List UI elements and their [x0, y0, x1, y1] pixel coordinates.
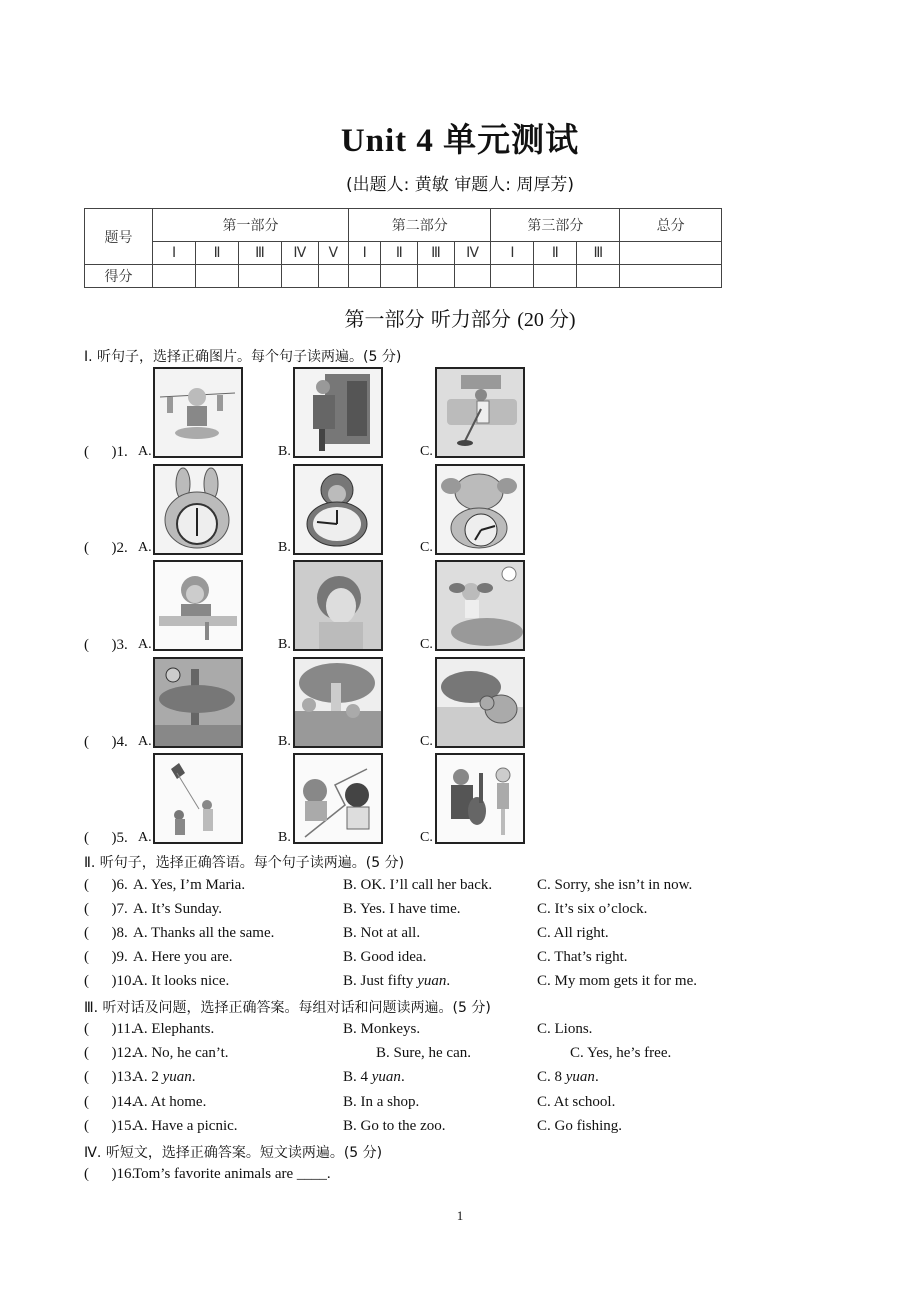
option-label: C.	[420, 734, 433, 749]
col-numeral: Ⅲ	[418, 242, 455, 265]
col-numeral: Ⅱ	[381, 242, 418, 265]
score-cell[interactable]	[418, 265, 455, 288]
picture-elephant-by-tree[interactable]	[435, 657, 525, 748]
question-number: ( )8.	[84, 925, 128, 941]
option-label: C.	[420, 830, 433, 845]
option-a: A. Thanks all the same.	[133, 925, 275, 941]
score-cell[interactable]	[318, 265, 348, 288]
option-b	[343, 973, 450, 990]
page-number: 1	[456, 1208, 464, 1223]
option-a-text: A. 2	[133, 1069, 163, 1085]
page-title: Unit 4 单元测试	[340, 123, 580, 159]
question-number: ( )5.	[84, 830, 128, 846]
part-1-title: 第一部分 听力部分	[344, 307, 511, 331]
score-cell[interactable]	[491, 265, 534, 288]
picture-pig-clock[interactable]	[435, 464, 525, 555]
col-numeral: Ⅲ	[239, 242, 282, 265]
section-2-instruction: Ⅱ. 听句子，选择正确答语。每个句子读两遍。(5 分)	[84, 855, 405, 871]
question-number: ( )12.	[84, 1045, 136, 1061]
option-b-period: .	[400, 1069, 405, 1085]
option-c: C. That’s right.	[537, 949, 628, 965]
question-number: ( )7.	[84, 901, 128, 917]
option-b	[343, 1069, 405, 1086]
option-b-italic: yuan	[417, 973, 447, 989]
picture-girl-washing-socks[interactable]	[153, 367, 243, 458]
option-b: B. Yes. I have time.	[343, 901, 461, 917]
image-icon	[437, 466, 523, 553]
image-icon	[155, 466, 241, 553]
col-numeral: Ⅰ	[348, 242, 380, 265]
picture-girl-crying[interactable]	[293, 560, 383, 651]
option-b-italic: yuan	[371, 1069, 401, 1085]
question-number: ( )10.	[84, 973, 136, 989]
option-b: B. Sure, he can.	[376, 1045, 471, 1061]
col-numeral: Ⅴ	[318, 242, 348, 265]
col-numeral: Ⅱ	[534, 242, 577, 265]
question-number: ( )13.	[84, 1069, 136, 1085]
picture-flying-kite[interactable]	[153, 753, 243, 844]
picture-lions-under-tree[interactable]	[293, 657, 383, 748]
option-a: A. It looks nice.	[133, 973, 230, 989]
option-label: C.	[420, 637, 433, 652]
option-c-italic: yuan	[565, 1069, 595, 1085]
col-numeral: Ⅰ	[153, 242, 196, 265]
option-label: A.	[138, 830, 152, 845]
score-cell[interactable]	[454, 265, 491, 288]
option-a: A. Elephants.	[133, 1021, 215, 1037]
picture-boy-mopping-floor[interactable]	[435, 367, 525, 458]
group-total: 总分	[620, 209, 722, 242]
group-part-2: 第二部分	[348, 209, 490, 242]
option-a: A. At home.	[133, 1094, 207, 1110]
col-numeral: Ⅳ	[281, 242, 318, 265]
picture-man-with-guitar[interactable]	[435, 753, 525, 844]
option-c: C. At school.	[537, 1094, 616, 1110]
section-4-instruction: Ⅳ. 听短文，选择正确答案。短文读两遍。(5 分)	[84, 1145, 383, 1161]
group-part-3: 第三部分	[491, 209, 620, 242]
image-icon	[295, 466, 381, 553]
option-label: B.	[278, 637, 291, 652]
option-label: B.	[278, 734, 291, 749]
question-number: ( )4.	[84, 734, 128, 750]
image-icon	[155, 755, 241, 842]
option-label: A.	[138, 444, 152, 459]
option-c: C. My mom gets it for me.	[537, 973, 697, 989]
option-a: A. It’s Sunday.	[133, 901, 223, 917]
image-icon	[295, 755, 381, 842]
option-b: B. Good idea.	[343, 949, 427, 965]
option-c: C. Sorry, she isn’t in now.	[537, 877, 693, 893]
option-c	[537, 1069, 599, 1086]
question-number: ( )9.	[84, 949, 128, 965]
image-icon	[155, 369, 241, 456]
picture-girl-waking-up[interactable]	[435, 560, 525, 651]
picture-girl-with-glasses[interactable]	[153, 560, 243, 651]
score-cell[interactable]	[196, 265, 239, 288]
question-number: ( )6.	[84, 877, 128, 893]
total-blank	[620, 242, 722, 265]
question-number: ( )1.	[84, 444, 128, 460]
score-cell[interactable]	[348, 265, 380, 288]
image-icon	[437, 755, 523, 842]
picture-phone-call[interactable]	[293, 753, 383, 844]
option-label: B.	[278, 444, 291, 459]
option-b: B. Monkeys.	[343, 1021, 421, 1037]
option-c: C. It’s six o’clock.	[537, 901, 648, 917]
group-part-1: 第一部分	[153, 209, 349, 242]
image-icon	[437, 562, 523, 649]
option-label: C.	[420, 444, 433, 459]
image-icon	[437, 659, 523, 746]
question-number: ( )16.	[84, 1166, 136, 1182]
image-icon	[437, 369, 523, 456]
question-number: ( )2.	[84, 540, 128, 556]
option-a	[133, 1069, 196, 1086]
question-number: ( )11.	[84, 1021, 135, 1037]
image-icon	[295, 369, 381, 456]
option-c: C. All right.	[537, 925, 609, 941]
score-cell[interactable]	[239, 265, 282, 288]
option-a: A. No, he can’t.	[133, 1045, 229, 1061]
image-icon	[295, 659, 381, 746]
option-b: B. Not at all.	[343, 925, 421, 941]
row-label-question-no: 题号	[85, 209, 153, 265]
option-label: B.	[278, 830, 291, 845]
option-b-text: B. 4	[343, 1069, 372, 1085]
score-cell[interactable]	[577, 265, 620, 288]
option-label: A.	[138, 734, 152, 749]
option-label: C.	[420, 540, 433, 555]
col-numeral: Ⅳ	[454, 242, 491, 265]
option-c: C. Go fishing.	[537, 1118, 623, 1134]
part-1-points: (20 分)	[517, 309, 576, 331]
picture-monkey-clock[interactable]	[293, 464, 383, 555]
option-c: C. Yes, he’s free.	[570, 1045, 672, 1061]
image-icon	[295, 562, 381, 649]
score-table	[84, 208, 722, 288]
score-cell[interactable]	[281, 265, 318, 288]
section-1-instruction: Ⅰ. 听句子，选择正确图片。每个句子读两遍。(5 分)	[84, 349, 402, 365]
option-a-period: .	[191, 1069, 196, 1085]
option-a-italic: yuan	[162, 1069, 192, 1085]
option-label: A.	[138, 540, 152, 555]
authors-line: (出题人: 黄敏 审题人: 周厚芳)	[346, 175, 574, 195]
score-cell[interactable]	[534, 265, 577, 288]
image-icon	[155, 562, 241, 649]
option-c-period: .	[594, 1069, 599, 1085]
option-a: A. Have a picnic.	[133, 1118, 238, 1134]
option-b: B. OK. I’ll call her back.	[343, 877, 493, 893]
option-label: B.	[278, 540, 291, 555]
question-text: Tom’s favorite animals are ____.	[133, 1166, 331, 1182]
part-1-heading	[0, 303, 920, 332]
score-cell[interactable]	[153, 265, 196, 288]
option-label: A.	[138, 637, 152, 652]
question-number: ( )15.	[84, 1118, 136, 1134]
option-c-text: C. 8	[537, 1069, 566, 1085]
score-cell[interactable]	[381, 265, 418, 288]
option-b-text: B. Just fifty	[343, 973, 418, 989]
picture-woman-at-wardrobe[interactable]	[293, 367, 383, 458]
option-b: B. Go to the zoo.	[343, 1118, 446, 1134]
col-numeral: Ⅲ	[577, 242, 620, 265]
image-icon	[155, 659, 241, 746]
question-number: ( )3.	[84, 637, 128, 653]
option-a: A. Here you are.	[133, 949, 233, 965]
total-score-cell[interactable]	[620, 265, 722, 288]
option-b-period: .	[446, 973, 451, 989]
option-a: A. Yes, I’m Maria.	[133, 877, 246, 893]
section-3-instruction: Ⅲ. 听对话及问题，选择正确答案。每组对话和问题读两遍。(5 分)	[84, 1000, 491, 1016]
col-numeral: Ⅰ	[491, 242, 534, 265]
col-numeral: Ⅱ	[196, 242, 239, 265]
row-label-score: 得分	[85, 265, 153, 288]
question-number: ( )14.	[84, 1094, 136, 1110]
option-c: C. Lions.	[537, 1021, 593, 1037]
picture-rabbit-clock[interactable]	[153, 464, 243, 555]
picture-monkeys-in-tree[interactable]	[153, 657, 243, 748]
option-b: B. In a shop.	[343, 1094, 420, 1110]
